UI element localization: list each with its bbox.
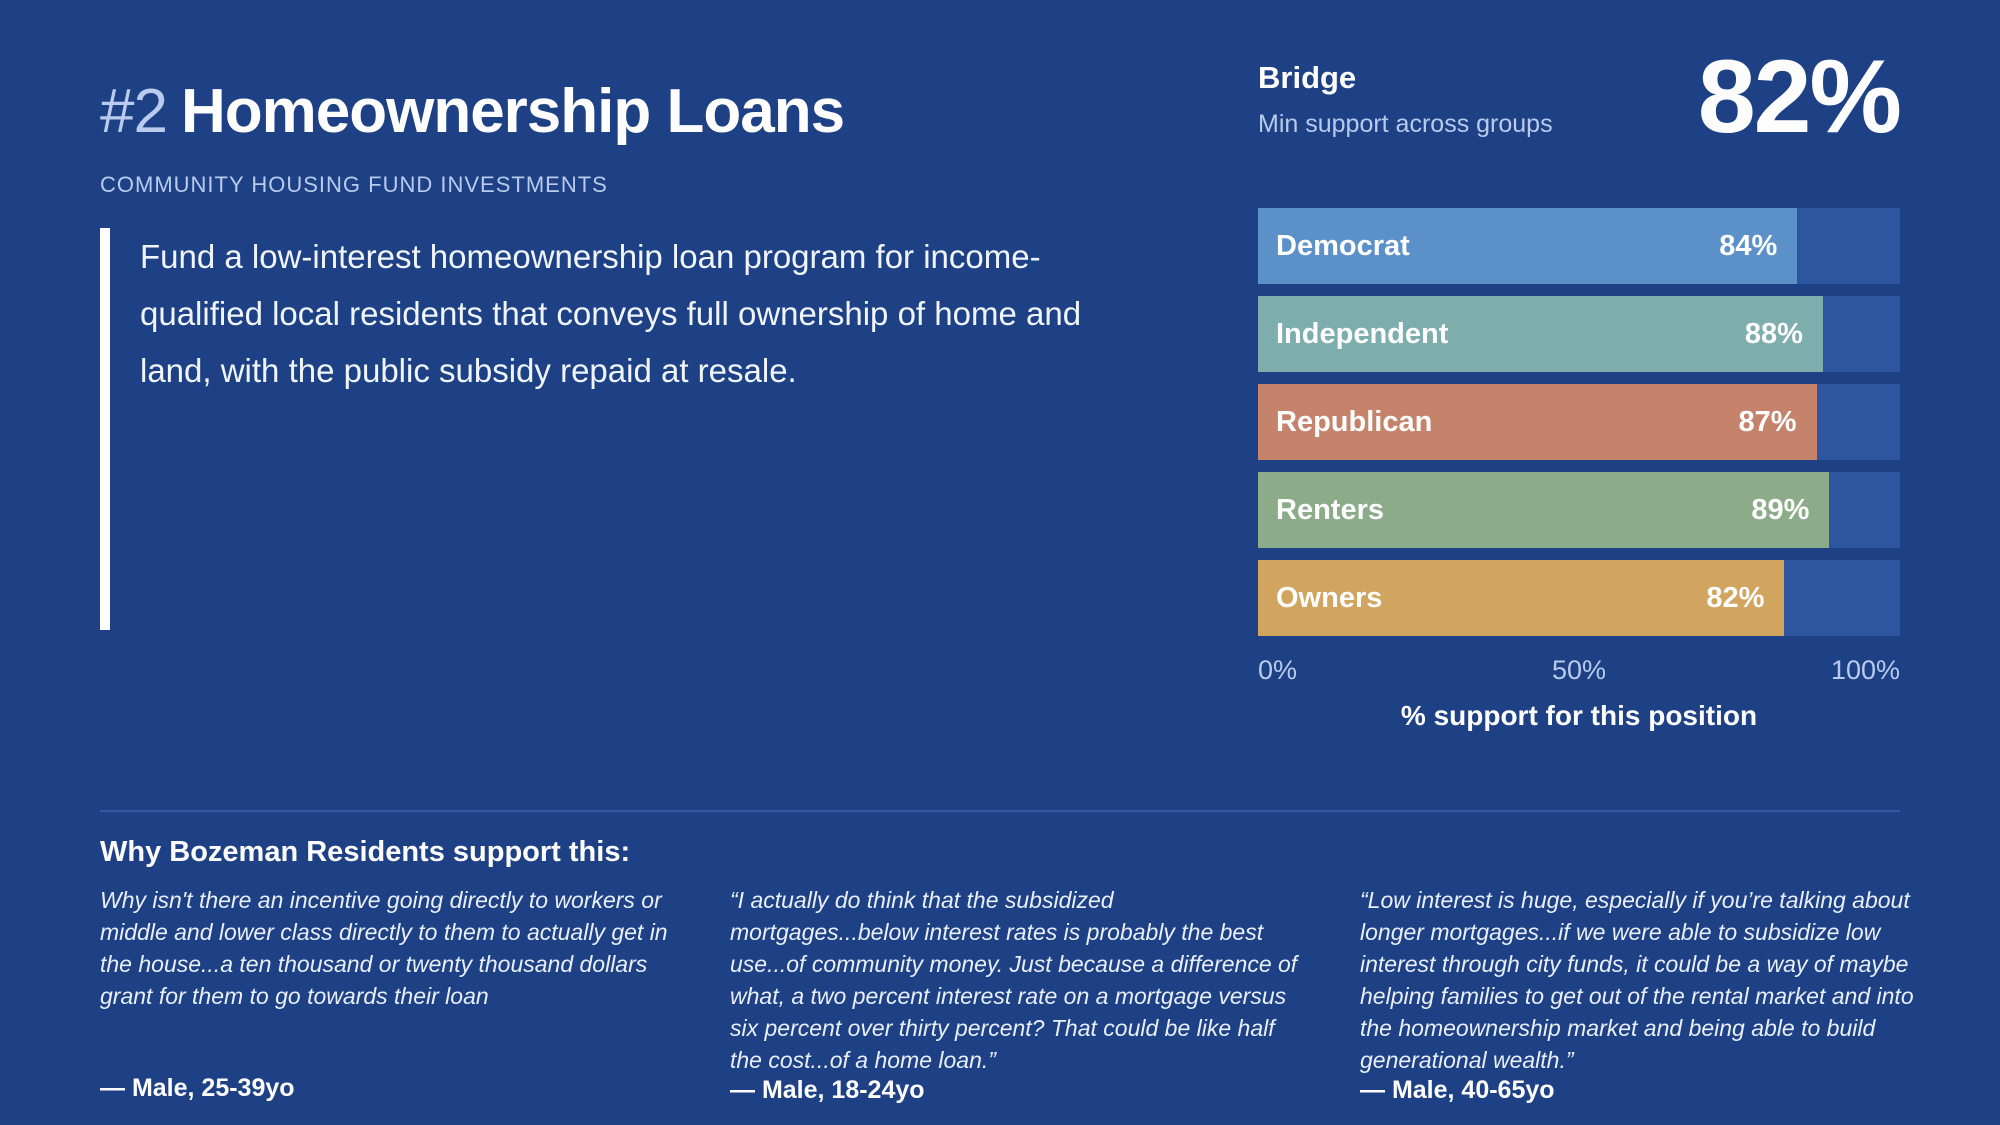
kpi-value: 82% [1697,39,1900,155]
rank-number: #2 [100,77,167,146]
bar-fill-democrat [1258,208,1797,284]
kpi-sublabel: Min support across groups [1258,110,1553,138]
summary-callout [100,228,1140,630]
x-axis-tick: 50% [1551,655,1607,685]
bar-category-label: Owners [1276,581,1383,614]
bar-row-renters [1258,472,1900,548]
page-subtitle: COMMUNITY HOUSING FUND INVESTMENTS [100,172,608,197]
bar-row-owners [1258,560,1900,636]
testimonial-column-3 [1360,884,1935,1103]
chart-x-axis-title: % support for this position [1400,700,1758,731]
accent-bar [100,228,110,630]
testimonials-heading: Why Bozeman Residents support this: [100,836,631,868]
page-title [100,76,844,147]
bar-category-label: Republican [1276,405,1433,438]
testimonial-column-1 [100,884,675,1103]
testimonial-quote: Why isn't there an incentive going directly to workers or middle and lower class directly to them to actually get in the house...a ten thousand or twenty thousand dollars grant for them to go towards their loan [100,887,668,1009]
x-axis-tick: 0% [1258,655,1298,685]
support-bar-chart [1258,208,1900,648]
summary-text: Fund a low-interest homeownership loan program for income-qualified local residents that conveys full ownership of home and land, with the public subsidy repaid at resale. [140,238,1082,389]
kpi-label: Bridge [1258,60,1357,95]
testimonial-attribution: — Male, 25-39yo [100,1074,295,1102]
bar-value-label: 84% [1719,229,1778,262]
testimonials-columns [100,884,1935,1103]
testimonial-attribution: — Male, 40-65yo [1360,1076,1555,1104]
testimonial-attribution: — Male, 18-24yo [730,1076,925,1104]
bar-fill-republican [1258,384,1817,460]
section-divider [100,810,1900,812]
bar-row-republican [1258,384,1900,460]
bar-value-label: 82% [1706,581,1765,614]
bar-value-label: 89% [1751,493,1810,526]
bar-fill-owners [1258,560,1784,636]
bar-category-label: Renters [1276,493,1384,526]
testimonial-quote: “I actually do think that the subsidized mortgages...below interest rates is probably the best use...of community money. Just because a difference of what, a two percent interest rate on a mortgage versus six percent over thirty percent? That could be like half the cost...of a home loan.” [730,887,1298,1073]
page-title-text: Homeownership Loans [180,77,845,146]
testimonial-quote: “Low interest is huge, especially if you’re talking about longer mortgages...if we were able to subsidize low interest through city funds, it could be a way of maybe helping families to get out of the rental market and into the homeownership market and being able to build generational wealth.” [1360,887,1914,1073]
bar-row-democrat [1258,208,1900,284]
bar-category-label: Democrat [1276,229,1410,262]
bar-fill-renters [1258,472,1829,548]
bar-row-independent [1258,296,1900,372]
bar-fill-independent [1258,296,1823,372]
testimonial-column-2 [730,884,1305,1103]
bar-value-label: 88% [1744,317,1803,350]
x-axis-tick: 100% [1830,655,1900,685]
bar-category-label: Independent [1276,317,1449,350]
chart-x-axis [1258,655,1900,689]
bar-value-label: 87% [1738,405,1797,438]
